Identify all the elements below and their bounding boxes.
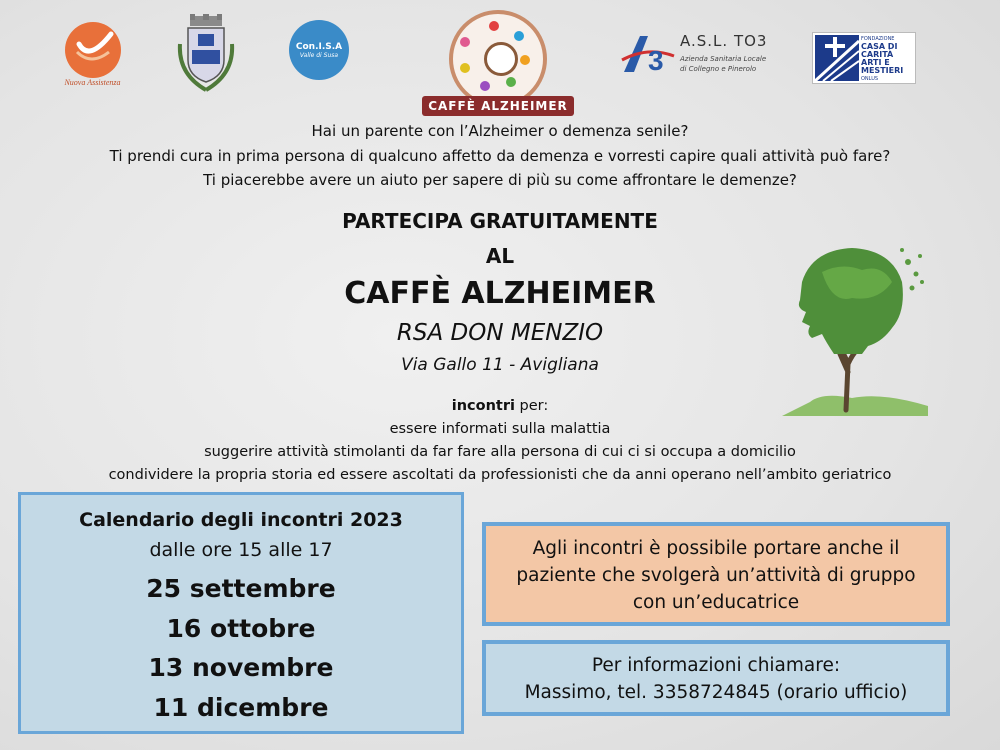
casa-logo-line: CASA DI [861, 42, 898, 51]
asl-title: A.S.L. TO3 [680, 32, 768, 50]
consa-logo-subtitle: Valle di Susa [299, 51, 339, 59]
details-item: essere informati sulla malattia [389, 421, 611, 437]
caffe-alzheimer-logo [418, 10, 578, 116]
coffee-cup-icon [484, 42, 518, 76]
town-crest-logo [176, 14, 236, 96]
asl-to3-logo [620, 26, 780, 86]
casa-logo-text [861, 35, 903, 83]
casa-di-carita-logo [812, 32, 916, 84]
tree-head-icon [782, 242, 928, 416]
contact-heading: Per informazioni chiamare: [591, 655, 841, 676]
calendar-title: Calendario degli incontri 2023 [79, 509, 403, 531]
headline-line: AL [485, 244, 515, 268]
contact-box [482, 640, 950, 716]
casa-mark-icon [815, 35, 859, 81]
asl-mark-icon [620, 32, 676, 76]
casa-logo-line: ONLUS [861, 76, 879, 82]
details-lead [0, 398, 1000, 414]
details-lead-bold: incontri [451, 398, 515, 414]
consa-logo [288, 20, 350, 82]
casa-logo-line: CARITÀ [861, 50, 894, 59]
casa-logo-line: MESTIERI [861, 66, 904, 75]
svg-text:3: 3 [648, 45, 664, 76]
patient-note-line: Agli incontri è possibile portare anche il [532, 538, 900, 559]
intro-question: Ti prendi cura in prima persona di qualcuno affetto da demenza e vorresti capire quali attività può fare? [109, 147, 891, 165]
nuova-logo-mark [65, 22, 121, 78]
casa-logo-line: ARTI E [861, 58, 890, 67]
headline-line: PARTECIPA GRATUITAMENTE [342, 209, 658, 233]
calendar-date: 25 settembre [146, 574, 336, 603]
patient-note-line: paziente che svolgerà un’attività di gruppo [516, 565, 916, 586]
intro-question: Hai un parente con l’Alzheimer o demenza senile? [311, 122, 689, 140]
calendar-box [18, 492, 464, 734]
casa-logo-line: FONDAZIONE [861, 36, 895, 42]
calendar-date: 16 ottobre [166, 614, 316, 643]
asl-subtitle [680, 54, 766, 74]
asl-subtitle-line: Azienda Sanitaria Locale [680, 55, 767, 63]
details-lead-rest: per: [514, 398, 549, 414]
calendar-date: 13 novembre [148, 653, 334, 682]
caffe-logo-ring [449, 10, 547, 108]
consa-logo-title: Con.I.S.A [295, 41, 343, 52]
details-item: suggerire attività stimolanti da far fare alla persona di cui ci si occupa a domicilio [204, 444, 796, 460]
patient-note-line: con un’educatrice [632, 592, 800, 613]
calendar-date: 11 dicembre [153, 693, 329, 722]
patient-note-box [482, 522, 950, 626]
nuova-assistenza-logo [60, 22, 125, 87]
venue-address: Via Gallo 11 - Avigliana [401, 355, 599, 375]
asl-subtitle-line: di Collegno e Pinerolo [680, 65, 757, 73]
venue-name: RSA DON MENZIO [396, 320, 604, 346]
event-title: CAFFÈ ALZHEIMER [344, 276, 656, 311]
details-item: condividere la propria storia ed essere ascoltati da professionisti che da anni operano nell’ambito geriatrico [108, 467, 892, 483]
intro-question: Ti piacerebbe avere un aiuto per sapere di più su come affrontare le demenze? [203, 171, 797, 189]
caffe-logo-banner: CAFFÈ ALZHEIMER [422, 96, 574, 116]
nuova-logo-text: Nuova Assistenza [64, 78, 121, 87]
contact-phone: Massimo, tel. 3358724845 (orario ufficio) [524, 682, 908, 703]
calendar-hours: dalle ore 15 alle 17 [149, 539, 333, 561]
